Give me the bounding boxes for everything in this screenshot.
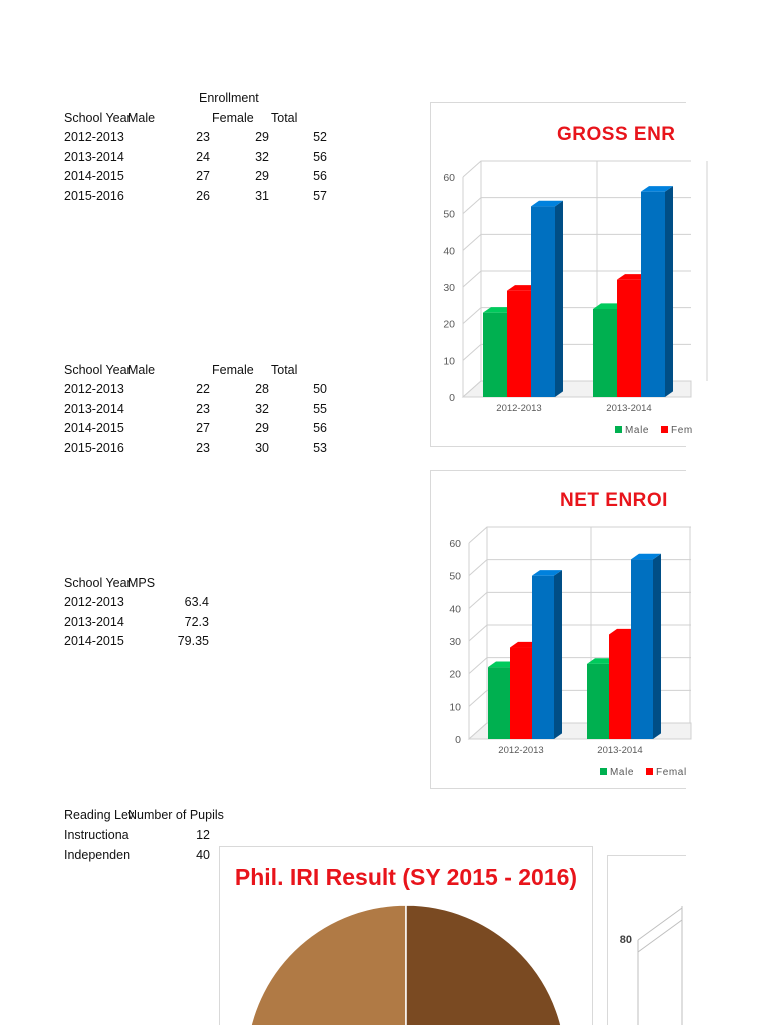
col-header-total: Total [271, 111, 298, 125]
y-tick-label: 30 [449, 636, 461, 648]
col-header-school-year: School Year [64, 576, 131, 590]
col-header-mps: MPS [128, 576, 156, 590]
table-cell: 32 [255, 401, 269, 416]
chart-legend [615, 425, 693, 436]
bar-front [507, 291, 531, 397]
col-header-male: Male [128, 363, 156, 377]
table-cell: 27 [196, 169, 210, 183]
gridline [638, 908, 682, 940]
col-header-school-year: School Year [64, 363, 131, 377]
chart-legend [600, 767, 687, 778]
table-cell: 40 [196, 847, 210, 862]
table-cell: 2013-2014 [64, 401, 124, 416]
table-cell: 2012-2013 [64, 382, 124, 396]
legend-label: Femal [656, 767, 687, 778]
col-header-male: Male [128, 111, 156, 125]
bar-front [510, 648, 532, 739]
bar-chart-plot [431, 103, 693, 446]
table-cell: Independen [64, 847, 131, 862]
bar-front [641, 192, 665, 397]
bar[interactable] [631, 554, 661, 739]
x-tick-label: 2012-2013 [498, 745, 544, 756]
bar-side [554, 570, 562, 739]
bar-chart-plot [431, 471, 686, 788]
y-tick-label: 20 [443, 318, 455, 331]
y-tick-label: 10 [449, 701, 461, 714]
legend-swatch [600, 768, 607, 775]
gridline [463, 161, 691, 177]
x-tick-label: 2012-2013 [496, 403, 542, 414]
table-cell: 12 [196, 828, 210, 842]
table-cell: 2015-2016 [64, 440, 124, 455]
pie-slice[interactable] [247, 905, 406, 1025]
col-header-female: Female [212, 363, 254, 377]
bar-front [488, 667, 510, 739]
table-cell: 22 [196, 382, 210, 396]
table-cell: 2013-2014 [64, 614, 124, 629]
table-cell: 2012-2013 [64, 130, 124, 144]
table-cell: 52 [313, 130, 327, 144]
table-cell: 56 [313, 169, 327, 183]
table-cell: 2015-2016 [64, 188, 124, 203]
table-cell: 23 [196, 440, 210, 455]
legend-swatch [615, 426, 622, 433]
table-cell: Instructiona [64, 828, 129, 842]
bar[interactable] [641, 186, 673, 397]
table-cell: 56 [313, 149, 327, 164]
y-tick-label: 50 [449, 570, 461, 583]
enrollment-super-header: Enrollment [199, 91, 259, 105]
table-cell: 2013-2014 [64, 149, 124, 164]
x-tick-label: 2013-2014 [606, 403, 652, 414]
legend-swatch [646, 768, 653, 775]
bar-front [609, 634, 631, 739]
table-cell: 24 [196, 149, 210, 164]
y-tick-label: 0 [455, 734, 461, 746]
y-tick-label: 10 [443, 355, 455, 368]
net-enrollment-chart[interactable] [430, 470, 686, 789]
table-cell: 55 [313, 401, 327, 416]
gridline [638, 920, 682, 952]
legend-label: Fem [671, 425, 693, 436]
bar-front [617, 280, 641, 397]
pie-chart-plot [220, 847, 592, 1025]
bar-front [587, 664, 609, 739]
bar[interactable] [532, 570, 562, 739]
bar-front [631, 559, 653, 739]
table-cell: 23 [196, 130, 210, 144]
bar-front [483, 313, 507, 397]
table-cell: 30 [255, 440, 269, 455]
y-tick-label: 60 [443, 172, 455, 184]
table-cell: 27 [196, 421, 210, 435]
bar-front [593, 309, 617, 397]
bar-side [653, 554, 661, 739]
table-cell: 32 [255, 149, 269, 164]
bar-front [532, 576, 554, 739]
table-cell: 29 [255, 169, 269, 183]
table-cell: 56 [313, 421, 327, 435]
table-cell: 72.3 [184, 614, 209, 629]
y-tick-label: 80 [619, 934, 632, 946]
table-cell: 2012-2013 [64, 595, 124, 609]
phil-iri-chart[interactable] [219, 846, 593, 1025]
chart-title: GROSS ENR [557, 124, 676, 145]
gross-enrollment-chart[interactable] [430, 102, 693, 447]
table-cell: 50 [313, 382, 327, 396]
bar[interactable] [531, 201, 563, 397]
y-tick-label: 40 [449, 603, 461, 616]
gridline [469, 527, 691, 543]
y-tick-label: 0 [449, 392, 455, 404]
y-tick-label: 20 [449, 668, 461, 681]
table-cell: 2014-2015 [64, 634, 124, 648]
table-cell: 26 [196, 188, 210, 203]
col-header-female: Female [212, 111, 254, 125]
y-tick-label: 40 [443, 245, 455, 258]
reading-level-bar-chart[interactable] [607, 855, 686, 1025]
table-cell: 2014-2015 [64, 421, 124, 435]
table-cell: 57 [313, 188, 327, 203]
y-tick-label: 50 [443, 208, 455, 221]
table-cell: 63.4 [184, 595, 209, 609]
table-cell: 29 [255, 421, 269, 435]
bar-front [531, 206, 555, 397]
y-tick-label: 30 [443, 282, 455, 294]
table-cell: 31 [255, 188, 269, 203]
table-cell: 2014-2015 [64, 169, 124, 183]
col-header-school-year: School Year [64, 111, 131, 125]
table-cell: 29 [255, 130, 269, 144]
chart-title: NET ENROI [560, 490, 668, 511]
col-header-number-of-pupils: Number of Pupils [128, 808, 224, 822]
col-header-total: Total [271, 363, 298, 377]
bar-chart-plot [608, 856, 686, 1025]
table-cell: 28 [255, 382, 269, 396]
chart-title: Phil. IRI Result (SY 2015 - 2016) [234, 864, 578, 890]
legend-label: Male [625, 425, 650, 436]
table-cell: 23 [196, 401, 210, 416]
bar-side [665, 186, 673, 397]
legend-label: Male [610, 767, 635, 778]
bar-side [555, 201, 563, 397]
legend-swatch [661, 426, 668, 433]
y-tick-label: 60 [449, 538, 461, 550]
table-cell: 79.35 [177, 634, 209, 648]
x-tick-label: 2013-2014 [597, 745, 643, 756]
col-header-reading-level: Reading Lev [64, 808, 135, 822]
table-cell: 53 [313, 440, 327, 455]
